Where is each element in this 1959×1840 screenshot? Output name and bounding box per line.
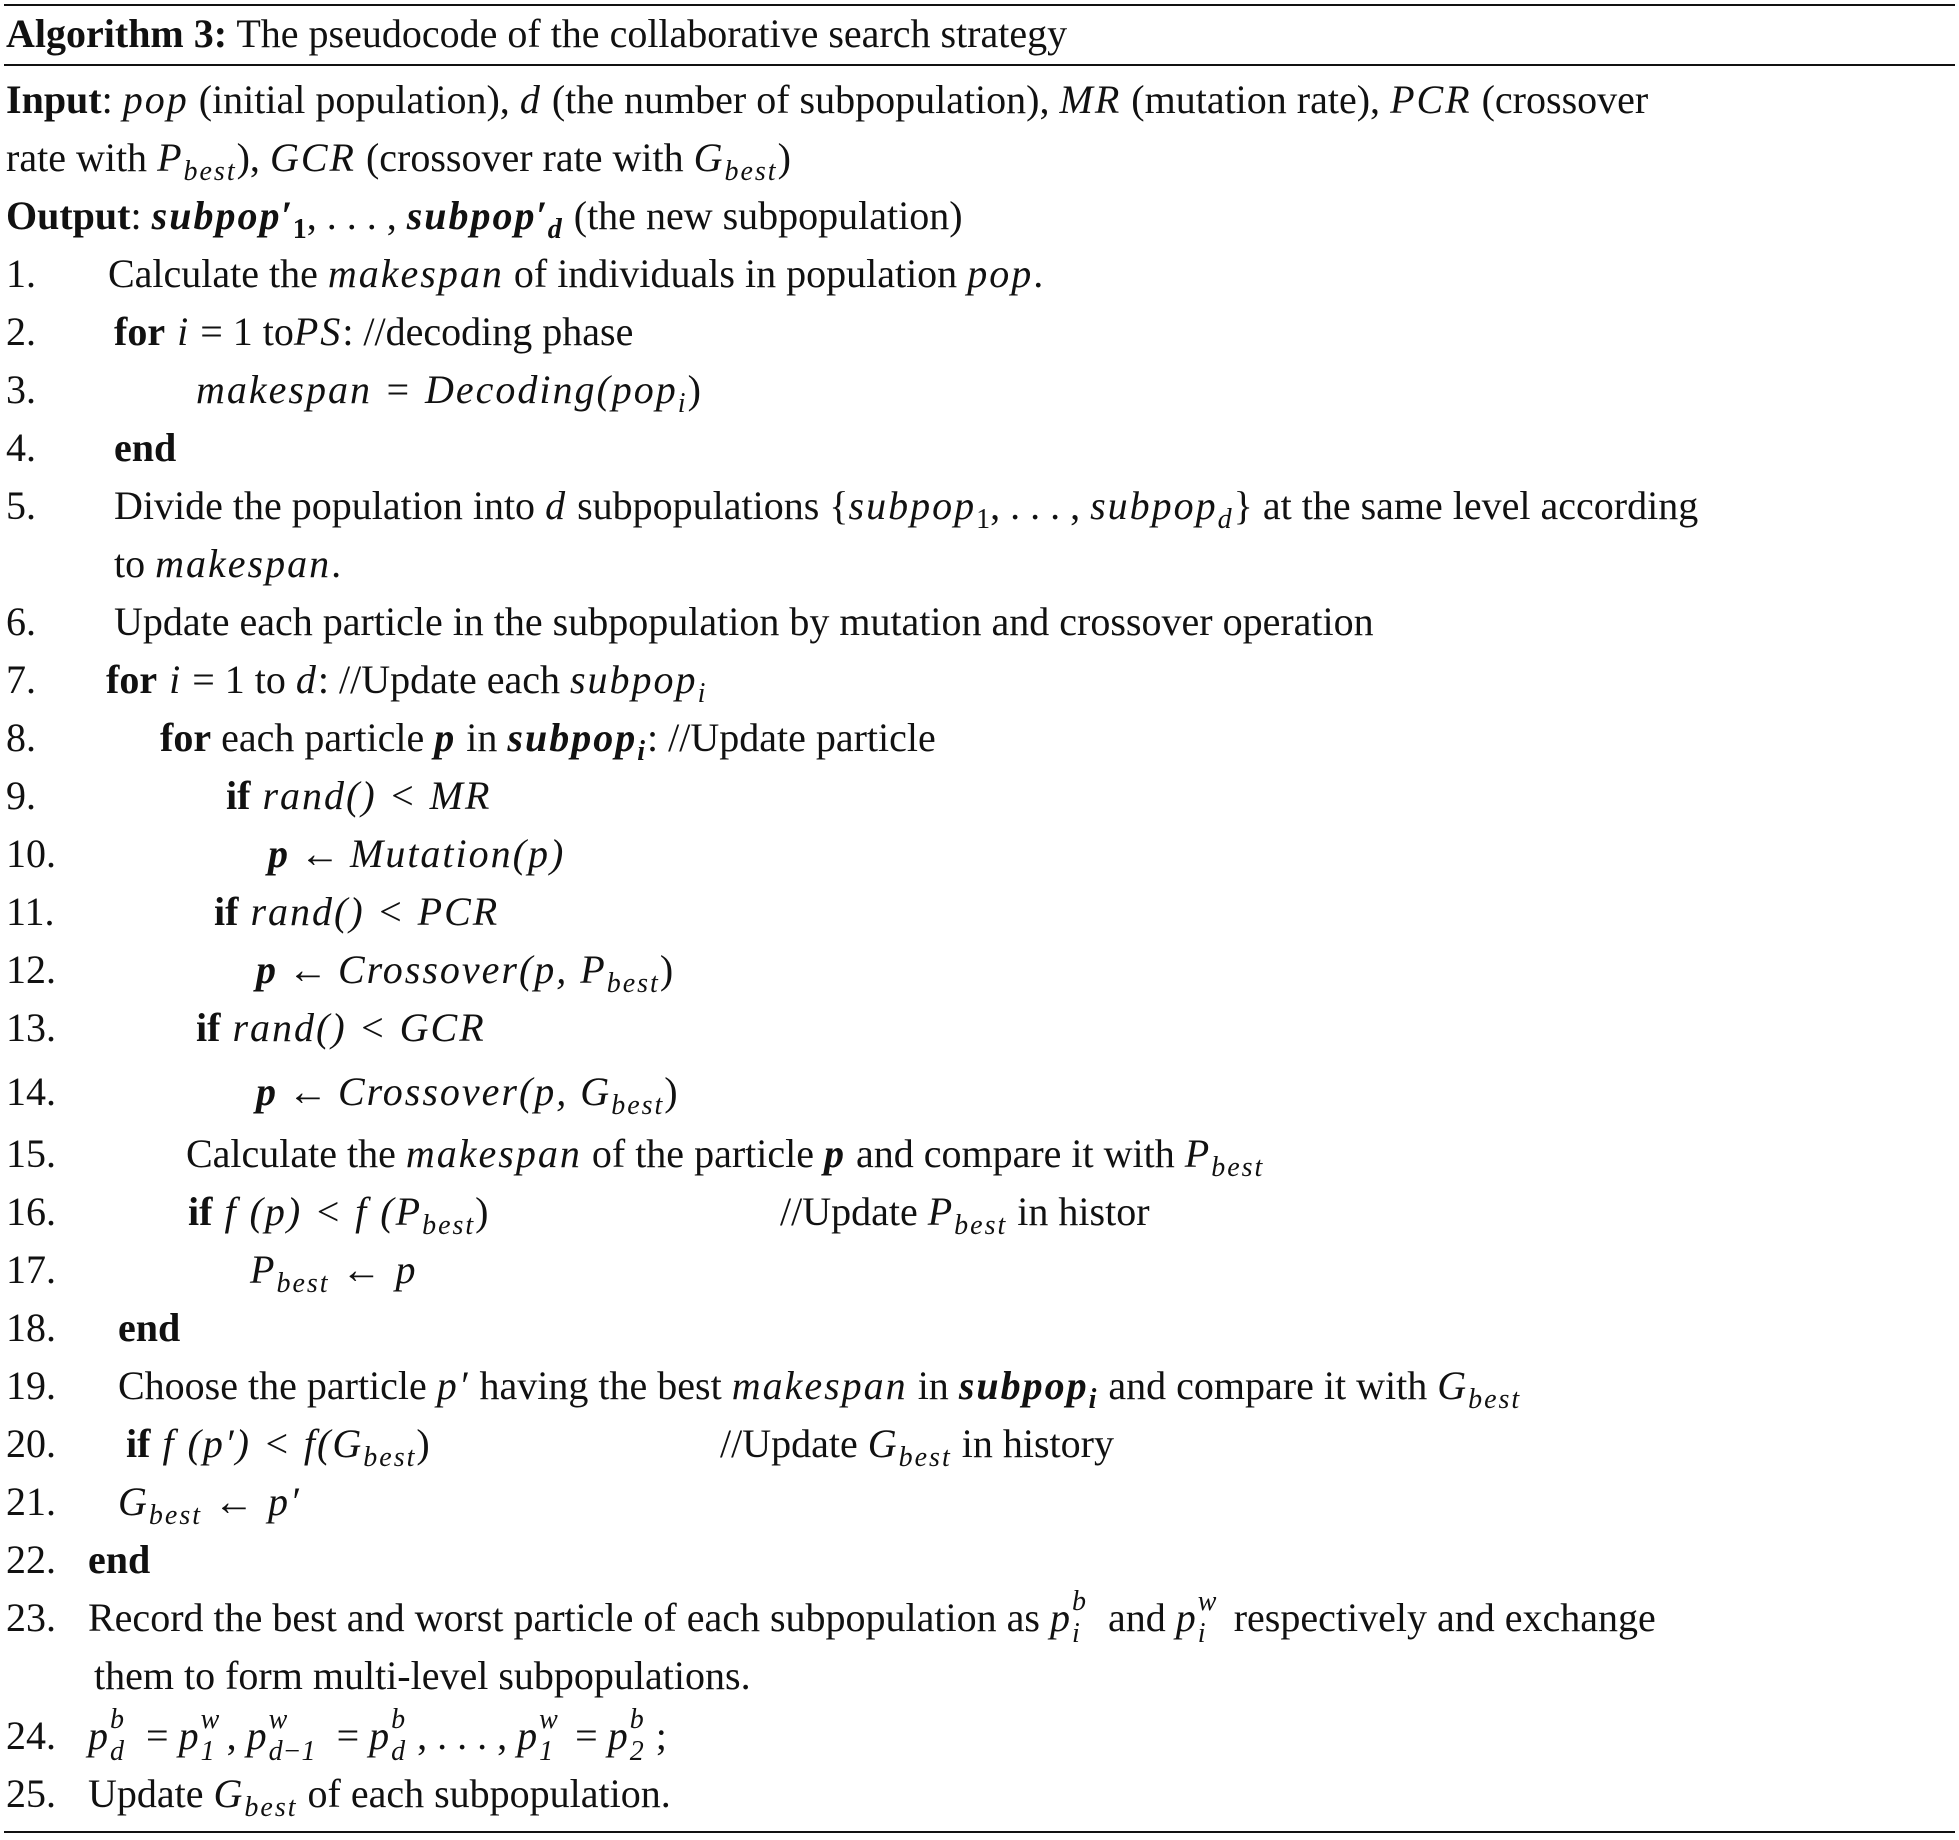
step-number: 22. — [6, 1537, 56, 1582]
output-label: Output — [6, 193, 131, 238]
step-line — [0, 1126, 1959, 1182]
input-text: (the number of subpopulation), — [541, 77, 1060, 122]
input-subscript: best — [183, 156, 237, 187]
step-line — [0, 1416, 1959, 1472]
input-math: PCR — [1390, 77, 1472, 122]
input-line: Input: pop (initial population), d (the number of subpopulation), MR (mutation rate), PCR (crossover — [6, 77, 1649, 122]
input-subscript: best — [724, 156, 778, 187]
step-number: 10. — [6, 831, 56, 876]
step-number: 15. — [6, 1131, 56, 1176]
step-line — [0, 1358, 1959, 1414]
step-number: 19. — [6, 1363, 56, 1408]
output-line: Output: $subpop'_1$, . . . , $subpop'_d$ (the new subpopulation) — [6, 193, 963, 245]
step-line — [0, 768, 1959, 824]
step-comment: //Update $G_{best}$ in history — [720, 1421, 1114, 1473]
step-number: 1. — [6, 251, 36, 296]
step-number: 9. — [6, 773, 36, 818]
input-text: (crossover — [1471, 77, 1649, 122]
step-line — [0, 1532, 1959, 1588]
output-math: subpop — [406, 193, 537, 238]
step-text: if rand() < MR — [226, 773, 492, 818]
input-math: P — [157, 135, 184, 180]
step-number: 17. — [6, 1247, 56, 1292]
step-line — [0, 1474, 1959, 1530]
input-text: (initial population), — [188, 77, 520, 122]
step-line — [0, 652, 1959, 708]
bottom-rule — [4, 1831, 1955, 1833]
step-number: 6. — [6, 599, 36, 644]
input-text: ) — [777, 135, 791, 180]
step-number: 20. — [6, 1421, 56, 1466]
output-dots: , . . . , — [306, 193, 407, 238]
step-number: 16. — [6, 1189, 56, 1234]
step-number: 3. — [6, 367, 36, 412]
step-text: for i = 1 toPS: //decoding phase — [114, 309, 634, 354]
step-text: if rand() < GCR — [196, 1005, 486, 1050]
step-text: for each particle p in subpop$_i$: //Update particle — [160, 715, 936, 767]
step-line — [0, 246, 1959, 302]
step-line — [0, 420, 1959, 476]
step-text: if f (p) < f $(P_{best})$ — [188, 1189, 489, 1241]
input-text: ), — [236, 135, 270, 180]
output-math: subpop — [151, 193, 282, 238]
step-text: p ← Crossover(p, $G_{best}$) — [256, 1069, 678, 1121]
step-line — [0, 1300, 1959, 1356]
step-number: 14. — [6, 1069, 56, 1114]
step-line — [0, 1000, 1959, 1056]
step-line — [0, 1184, 1959, 1240]
input-math: d — [519, 77, 542, 122]
step-text: makespan = Decoding(pop$_i$) — [196, 367, 701, 419]
step-number: 12. — [6, 947, 56, 992]
step-number: 13. — [6, 1005, 56, 1050]
step-number: 23. — [6, 1595, 56, 1640]
algorithm-label: Algorithm 3: — [6, 11, 228, 56]
step-text: Update $G_{best}$ of each subpopulation. — [88, 1771, 671, 1823]
step-text: Record the best and worst particle of each subpopulation as p b i and p w i respectively and exchange — [88, 1585, 1656, 1649]
step-number: 11. — [6, 889, 55, 934]
step-number: 18. — [6, 1305, 56, 1350]
step-line — [0, 594, 1959, 650]
input-text: (crossover rate with — [355, 135, 694, 180]
step-line — [0, 942, 1959, 998]
step-text: p ← Crossover(p, $P_{best}$) — [256, 947, 674, 999]
step-line — [0, 1648, 1959, 1704]
step-number: 2. — [6, 309, 36, 354]
step-text: them to form multi-level subpopulations. — [94, 1653, 751, 1698]
step-number: 4. — [6, 425, 36, 470]
step-text: Divide the population into d subpopulations {subpop$_1$, . . . , subpop$_d$} at the same level according — [114, 483, 1699, 535]
step-text: Choose the particle p′ having the best makespan in subpop$_i$ and compare it with $G_{best}$ — [118, 1363, 1522, 1415]
input-math: G — [693, 135, 725, 180]
input-text: rate with — [6, 135, 158, 180]
input-label: Input — [6, 77, 102, 122]
step-line — [0, 1242, 1959, 1298]
output-prime: ′ — [281, 193, 293, 238]
step-text: Calculate the makespan of individuals in population pop. — [108, 251, 1044, 296]
header-rule — [4, 64, 1955, 66]
step-line — [0, 536, 1959, 592]
output-subscript: 1 — [292, 214, 307, 245]
step-keyword: end — [118, 1305, 181, 1350]
input-math: GCR — [269, 135, 356, 180]
step-line — [0, 362, 1959, 418]
algorithm-title-text: The pseudocode of the collaborative search strategy — [236, 11, 1068, 56]
step-number: 8. — [6, 715, 36, 760]
step-text: for i = 1 to d: //Update each subpop$_i$ — [106, 657, 708, 709]
algorithm-title — [6, 6, 1946, 62]
step-text: p b d = p w 1 , p w d−1 = p b d , . . . , p w 1 = p b 2 ; — [88, 1703, 667, 1767]
input-math: pop — [122, 77, 189, 122]
step-text: to makespan. — [114, 541, 342, 586]
output-text: (the new subpopulation) — [563, 193, 963, 238]
output-subscript: d — [547, 214, 564, 245]
step-line — [0, 478, 1959, 534]
step-comment: //Update $P_{best}$ in histor — [780, 1189, 1150, 1241]
step-number: 25. — [6, 1771, 56, 1816]
output-prime: ′ — [536, 193, 548, 238]
step-number: 7. — [6, 657, 36, 702]
step-keyword: end — [114, 425, 177, 470]
step-text: $P_{best}$ ← p — [250, 1247, 418, 1299]
step-line — [0, 826, 1959, 882]
step-text: p ← Mutation(p) — [268, 831, 566, 876]
step-number: 21. — [6, 1479, 56, 1524]
step-text: $G_{best}$ ← p′ — [118, 1479, 301, 1531]
input-line-2 — [6, 130, 791, 186]
step-line — [0, 1585, 1959, 1649]
step-text: Update each particle in the subpopulation by mutation and crossover operation — [114, 599, 1374, 644]
step-line — [0, 1064, 1959, 1120]
step-text: if f $(p') < f(G_{best})$ — [126, 1421, 430, 1473]
input-text: (mutation rate), — [1121, 77, 1391, 122]
step-line — [0, 884, 1959, 940]
step-number: 5. — [6, 483, 36, 528]
step-line — [0, 304, 1959, 360]
step-text: if rand() < PCR — [214, 889, 500, 934]
step-line — [0, 1703, 1959, 1767]
step-line — [0, 710, 1959, 766]
step-keyword: end — [88, 1537, 151, 1582]
step-text: Calculate the makespan of the particle p and compare it with $P_{best}$ — [186, 1131, 1265, 1183]
step-number: 24. — [6, 1713, 56, 1758]
input-math: MR — [1059, 77, 1122, 122]
step-line — [0, 1766, 1959, 1822]
